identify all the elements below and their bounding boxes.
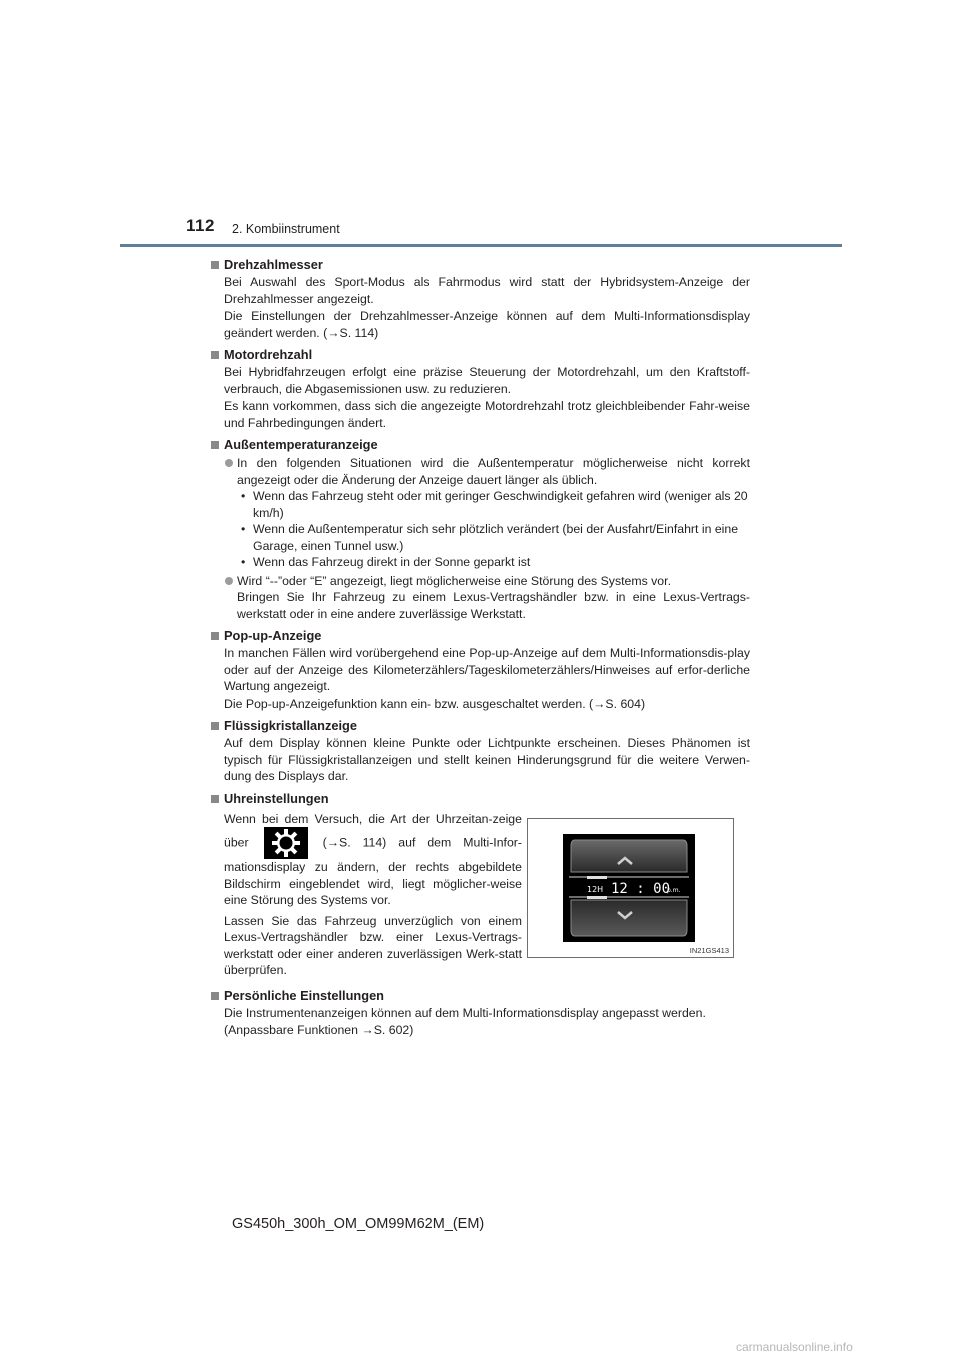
- section-aussentemperatur: [210, 436, 750, 622]
- square-bullet-icon: [211, 441, 219, 449]
- section-persoenliche-einstellungen: [210, 987, 750, 1039]
- bullet-item: In den folgenden Situationen wird die Außentemperatur möglicherweise nicht korrekt angezeigt oder die Änderung der Anzeige dauert länger als üblich.: [210, 455, 750, 488]
- clock-time: 12 : 00: [611, 881, 671, 897]
- clock-display-figure: [527, 818, 734, 958]
- paragraph: Auf dem Display können kleine Punkte oder Lichtpunkte erscheinen. Dieses Phänomen ist typisch für Flüssigkristallanzeigen und stellt keinen Hinderungsgrund für die weitere Verwen-dung des Displays dar.: [224, 736, 750, 783]
- gear-icon: [271, 828, 301, 858]
- paragraph: Bei Hybridfahrzeugen erfolgt eine präzise Steuerung der Motordrehzahl, um den Kraftstoff-verbrauch, die Abgasemissionen usw. zu reduzieren.: [224, 365, 750, 396]
- paragraph: Die Einstellungen der Drehzahlmesser-Anzeige können auf dem Multi-Informationsdisplay geändert werden. (→S. 114): [224, 309, 750, 340]
- page-number: 112: [186, 216, 215, 235]
- paragraph: Bei Auswahl des Sport-Modus als Fahrmodus wird statt der Hybridsystem-Anzeige der Drehzahlmesser angezeigt.: [224, 275, 750, 306]
- square-bullet-icon: [211, 632, 219, 640]
- square-bullet-icon: [211, 992, 219, 1000]
- section-popup: [210, 627, 750, 712]
- section-fluessigkristall: [210, 717, 750, 785]
- clock-mode-label: 12H: [587, 885, 604, 894]
- paragraph: Es kann vorkommen, dass sich die angezeigte Motordrehzahl trotz gleichbleibender Fahr-weise und Fahrbedingungen ändert.: [224, 399, 750, 430]
- section-title: Uhreinstellungen: [224, 790, 329, 806]
- section-title: Außentemperaturanzeige: [224, 437, 378, 452]
- header-rule: [120, 244, 842, 247]
- sub-item: • Wenn das Fahrzeug direkt in der Sonne geparkt ist: [241, 555, 531, 569]
- square-bullet-icon: [211, 351, 219, 359]
- section-title: Flüssigkristallanzeige: [224, 718, 357, 733]
- section-title: Persönliche Einstellungen: [224, 987, 384, 1003]
- square-bullet-icon: [211, 722, 219, 730]
- paragraph: In manchen Fällen wird vorübergehend eine Pop-up-Anzeige auf dem Multi-Informationsdis-play oder auf der Anzeige des Kilometerzählers/Tageskilometerzählers/Hinweises auf erfor-derliche Wartung angezeigt.: [224, 646, 750, 693]
- section-title: Motordrehzahl: [224, 347, 313, 362]
- section-motordrehzahl: [210, 346, 750, 431]
- sub-item: • Wenn die Außentemperatur sich sehr plötzlich verändert (bei der Ausfahrt/Einfahrt in eine Garage, einen Tunnel usw.): [241, 522, 739, 553]
- paragraph: Die Instrumentenanzeigen können auf dem Multi-Informationsdisplay angepasst werden.: [224, 1005, 706, 1020]
- footer-model: GS450h_300h_OM_OM99M62M_(EM): [232, 1216, 485, 1232]
- gear-button-image: [264, 827, 308, 859]
- dot-bullet-icon: [225, 459, 233, 467]
- clock-ampm: p.m.: [667, 887, 681, 894]
- paragraph: Die Pop-up-Anzeigefunktion kann ein- bzw. ausgeschaltet werden. (→S. 604): [224, 696, 646, 711]
- bullet-item: Wird “--”oder “E” angezeigt, liegt möglicherweise eine Störung des Systems vor. Bringen Sie Ihr Fahrzeug zu einem Lexus-Vertragshändler bzw. in eine Lexus-Vertrags-werkstatt oder in eine andere zuverlässige Werkstatt.: [210, 573, 750, 623]
- figure-code: IN21GS413: [689, 946, 729, 955]
- section-title: Drehzahlmesser: [224, 257, 323, 272]
- clock-screen-graphic: [563, 834, 695, 942]
- square-bullet-icon: [211, 261, 219, 269]
- dot-bullet-icon: [225, 577, 233, 585]
- paragraph: Wenn bei dem Versuch, die Art der Uhrzeitan-zeige über (→S. 114) auf dem Multi-Infor-mationsdisplay zu ändern, der rechts abgebildete Bildschirm eingeblendet wird, liegt möglicher-weise eine Störung des Systems vor.: [224, 811, 522, 907]
- paragraph: Lassen Sie das Fahrzeug unverzüglich von einem Lexus-Vertragshändler bzw. einer Lexus-Vertrags-werkstatt oder einer anderen zuverlässigen Werk-statt überprüfen.: [224, 913, 522, 977]
- watermark: carmanualsonline.info: [736, 1340, 853, 1354]
- section-title: Pop-up-Anzeige: [224, 628, 322, 643]
- chapter-title: 2. Kombiinstrument: [232, 222, 340, 236]
- paragraph: (Anpassbare Funktionen →S. 602): [224, 1023, 414, 1037]
- display-screen: [563, 834, 695, 942]
- sub-item: • Wenn das Fahrzeug steht oder mit geringer Geschwindigkeit gefahren wird (weniger als 20 km/h): [241, 489, 748, 520]
- square-bullet-icon: [211, 795, 219, 803]
- section-drehzahlmesser: [210, 256, 750, 341]
